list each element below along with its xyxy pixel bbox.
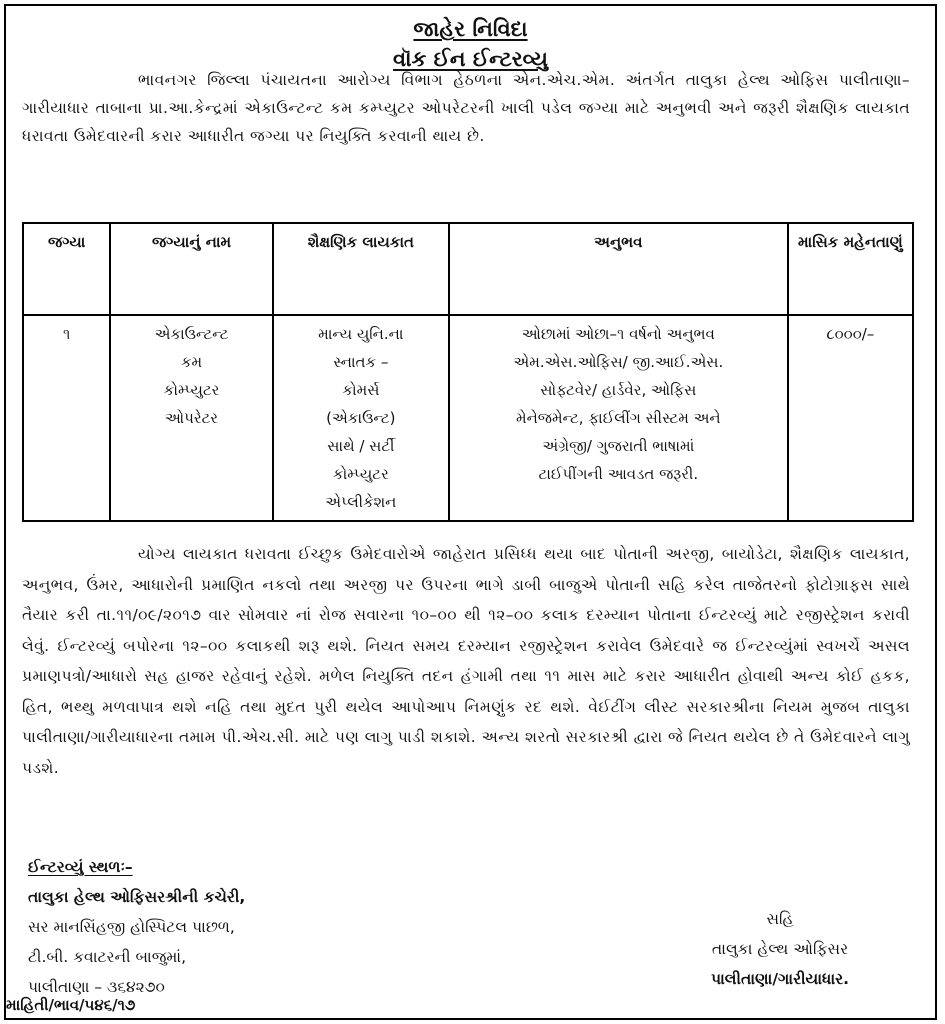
- qualification-line: કોમ્પ્યુટર: [332, 465, 389, 483]
- header-experience: અનુભવ: [449, 223, 788, 315]
- experience-line: સોફ્ટવેર/ હાર્ડવેર, ઓફિસ: [540, 381, 697, 399]
- cell-qualification: [273, 315, 449, 521]
- experience-line: એમ.એસ.ઓફિસ/ જી.આઈ.એસ.: [513, 353, 724, 371]
- venue-line: તાલુકા હેલ્થ ઓફિસરશ્રીની કચેરી,: [28, 888, 246, 906]
- table-header-row: [23, 223, 913, 315]
- cell-experience: [449, 315, 788, 521]
- table-row: [23, 315, 913, 521]
- signature-place: પાલીતાણા/ગારીયાધાર.: [710, 970, 850, 988]
- header-post-name: જગ્યાનું નામ: [110, 223, 272, 315]
- instructions-paragraph: યોગ્ય લાયકાત ધરાવતા ઈચ્છુક ઉમેદવારોએ જાહેરાત પ્રસિધ્ધ થયા બાદ પોતાની અરજી, બાયોડેટા, શૈક્ષણિક લાયકાત, અનુભવ, ઉંમર, આધારોની પ્રમાણિત નકલો તથા અરજી પર ઉપરના ભાગે ડાબી બાજુએ પોતાની સહિ કરેલ તાજેતરનો ફોટોગ્રાફસ સાથે તૈયાર કરી તા.૧૧/૦૯/૨૦૧૭ વાર સોમવાર નાં રોજ સવારના ૧૦–૦૦ થી ૧૨–૦૦ કલાક દરમ્યાન પોતાના ઈન્ટરવ્યું માટે રજીસ્ટ્રેશન કરાવી લેવું. ઈન્ટરવ્યું બપોરના ૧૨–૦૦ કલાકથી શરૂ થશે. નિયત સમય દરમ્યાન રજીસ્ટ્રેશન કરાવેલ ઉમેદવારે જ ઈન્ટરવ્યુંમાં સ્વખર્ચે અસલ પ્રમાણપત્રો/આધારો સહ હાજર રહેવાનું રહેશે. મળેલ નિયુક્તિ તદન હંગામી તથા ૧૧ માસ માટે કરાર આધારીત હોવાથી અન્ય કોઈ હકક, હિત, ભથ્થુ મળવાપાત્ર થશે નહિ તથા મુદત પુરી થયેલ આપોઆપ નિમણુંક રદ થશે. વેઈટીંગ લીસ્ટ સરકારશ્રીના નિયમ મુજબ તાલુકા પાલીતાણા/ગારીયાધારના તમામ પી.એચ.સી. માટે પણ લાગુ પાડી શકાશે. અન્ય શરતો સરકારશ્રી દ્વારા જે નિયત થયેલ છે તે ઉમેદવારને લાગુ પડશે.: [22, 545, 910, 777]
- signature-block: [640, 904, 920, 994]
- post-name-line: ઓપરેટર: [165, 409, 219, 427]
- intro-paragraph: ભાવનગર જિલ્લા પંચાયતના આરોગ્ય વિભાગ હેઠળના એન.એચ.એમ. અંતર્ગત તાલુકા હેલ્થ ઓફિસ પાલીતાણા–ગારીયાધાર તાબાના પ્રા.આ.કેન્દ્રમાં એકાઉન્ટન્ટ કમ કમ્પ્યુટર ઓપરેટરની ખાલી પડેલ જગ્યા માટે અનુભવી અને જરૂરી શૈક્ષણિક લાયકાત ધરાવતા ઉમેદવારની કરાર આધારીત જગ્યા પર નિયુક્તિ કરવાની થાય છે.: [22, 71, 910, 145]
- experience-line: મેનેજમેન્ટ, ફાઈલીંગ સીસ્ટમ અને: [516, 409, 721, 427]
- signature-label: સહિ: [766, 910, 794, 928]
- venue-line: સર માનસિંહજી હોસ્પિટલ પાછળ,: [28, 918, 235, 936]
- post-name-line: એકાઉન્ટન્ટ: [154, 325, 229, 343]
- venue-line: પાલીતાણા – ૩૬૪૨૭૦: [28, 978, 165, 996]
- notice-titles: [6, 6, 935, 74]
- venue-line: ટી.બી. કવાટરની બાજુમાં,: [28, 948, 187, 966]
- reference-number: માહિતી/ભાવ/૫૪૬/૧૭: [6, 996, 136, 1014]
- post-name-line: કોમ્પ્યુટર: [163, 381, 220, 399]
- interview-venue: [28, 852, 245, 1002]
- experience-line: અંગ્રેજી/ ગુજરાતી ભાષામાં: [542, 437, 695, 455]
- header-salary: માસિક મહેનતાણું: [788, 223, 913, 315]
- qualification-line: સ્નાતક –: [333, 353, 389, 371]
- qualification-line: માન્ય યુનિ.ના: [318, 325, 404, 343]
- vacancy-table: [22, 222, 914, 522]
- qualification-line: (એકાઉન્ટ): [326, 409, 396, 427]
- cell-posts: ૧: [23, 315, 110, 521]
- cell-post-name: [110, 315, 272, 521]
- experience-line: ઓછામાં ઓછા–૧ વર્ષનો અનુભવ: [521, 325, 715, 343]
- cell-salary: ૮૦૦૦/–: [788, 315, 913, 521]
- header-posts: જગ્યા: [23, 223, 110, 315]
- notice-subtitle: વૉક ઈન ઈન્ટરવ્યુ: [393, 47, 548, 71]
- qualification-line: એપ્લીકેશન: [325, 493, 397, 511]
- venue-heading: ઈન્ટરવ્યું સ્થળઃ–: [28, 858, 133, 876]
- header-qualification: શૈક્ષણિક લાયકાત: [273, 223, 449, 315]
- qualification-line: કોમર્સ: [342, 381, 380, 399]
- qualification-line: સાથે / સર્ટી: [327, 437, 395, 455]
- signature-designation: તાલુકા હેલ્થ ઓફિસર: [711, 940, 849, 958]
- experience-line: ટાઈપીંગની આવડત જરૂરી.: [538, 465, 699, 483]
- notice-title: જાહેર નિવિદા: [413, 17, 528, 41]
- post-name-line: કમ: [180, 353, 203, 371]
